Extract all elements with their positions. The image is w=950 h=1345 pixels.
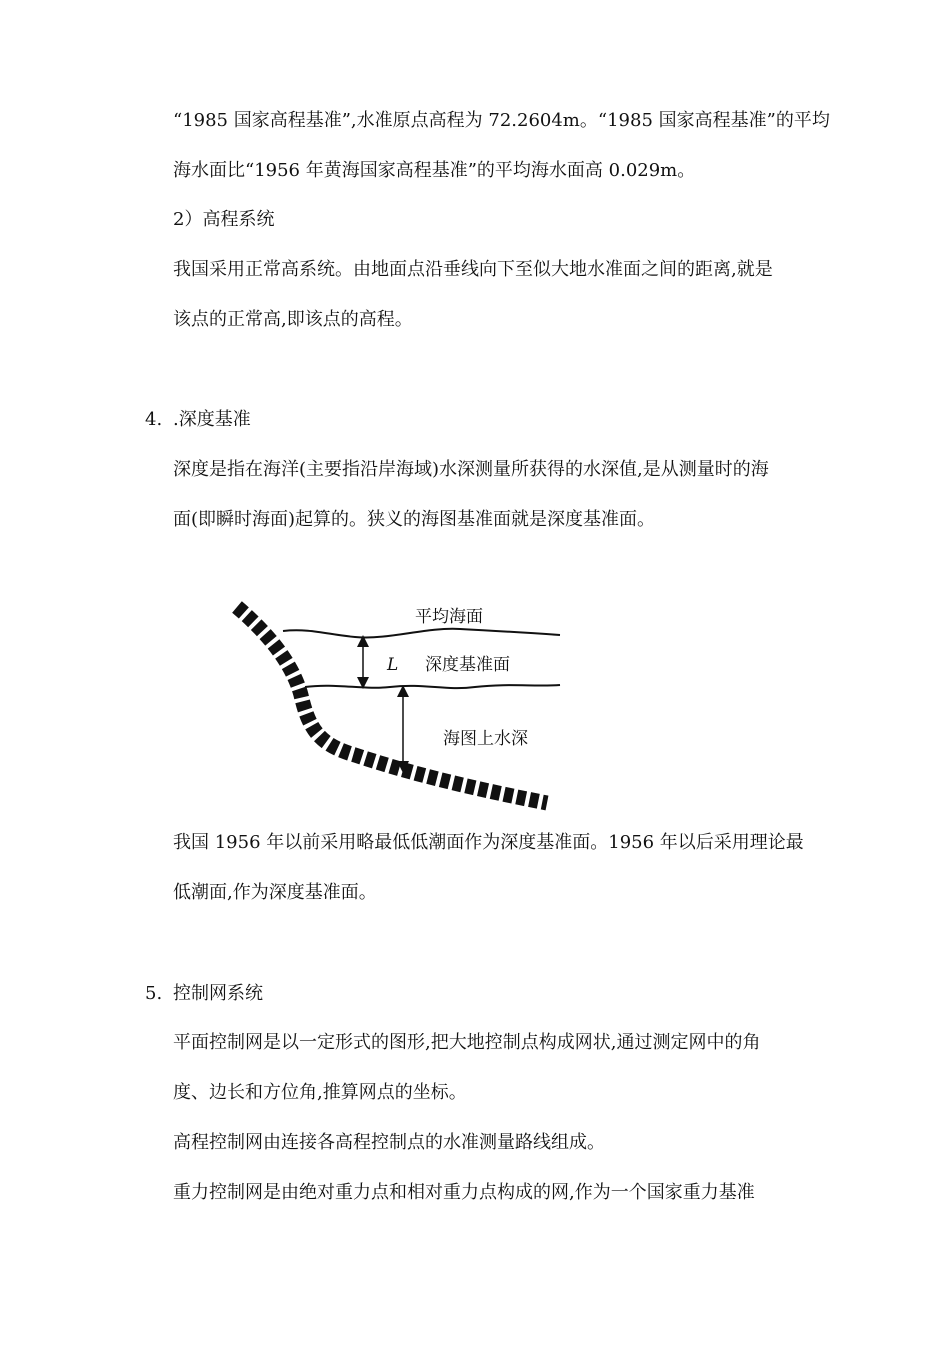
- paragraph-line: “1985 国家高程基准”,水准原点高程为 72.2604m。“1985 国家高程基准”的平均: [173, 110, 830, 131]
- label-l: L: [387, 655, 399, 675]
- paragraph-line: 我国 1956 年以前采用略最低低潮面作为深度基准面。1956 年以后采用理论最: [173, 832, 804, 853]
- mean-sea-level-line: [283, 629, 560, 638]
- label-depth-datum: 深度基准面: [425, 655, 510, 675]
- section-title: 控制网系统: [173, 983, 263, 1004]
- paragraph-line: 高程控制网由连接各高程控制点的水准测量路线组成。: [173, 1132, 605, 1153]
- label-chart-depth: 海图上水深: [443, 729, 528, 749]
- paragraph-line: 平面控制网是以一定形式的图形,把大地控制点构成网状,通过测定网中的角: [173, 1032, 761, 1053]
- section-title: .深度基准: [173, 409, 251, 430]
- depth-datum-line: [305, 685, 560, 688]
- depth-datum-diagram: [225, 595, 565, 817]
- section-number: 4.: [145, 409, 163, 430]
- sub-heading: 2）高程系统: [173, 209, 275, 230]
- label-mean-sea-level: 平均海面: [415, 607, 483, 627]
- paragraph-line: 该点的正常高,即该点的高程。: [173, 309, 413, 330]
- paragraph-line: 重力控制网是由绝对重力点和相对重力点构成的网,作为一个国家重力基准: [173, 1182, 755, 1203]
- paragraph-line: 深度是指在海洋(主要指沿岸海域)水深测量所获得的水深值,是从测量时的海: [173, 459, 769, 480]
- depth-datum-figure: [225, 595, 565, 817]
- paragraph-line: 我国采用正常高系统。由地面点沿垂线向下至似大地水准面之间的距离,就是: [173, 259, 773, 280]
- paragraph-line: 度、边长和方位角,推算网点的坐标。: [173, 1082, 467, 1103]
- section-number: 5.: [145, 983, 163, 1004]
- paragraph-line: 低潮面,作为深度基准面。: [173, 882, 377, 903]
- paragraph-line: 面(即瞬时海面)起算的。狭义的海图基准面就是深度基准面。: [173, 509, 656, 530]
- paragraph-line: 海水面比“1956 年黄海国家高程基准”的平均海水面高 0.029m。: [173, 160, 696, 181]
